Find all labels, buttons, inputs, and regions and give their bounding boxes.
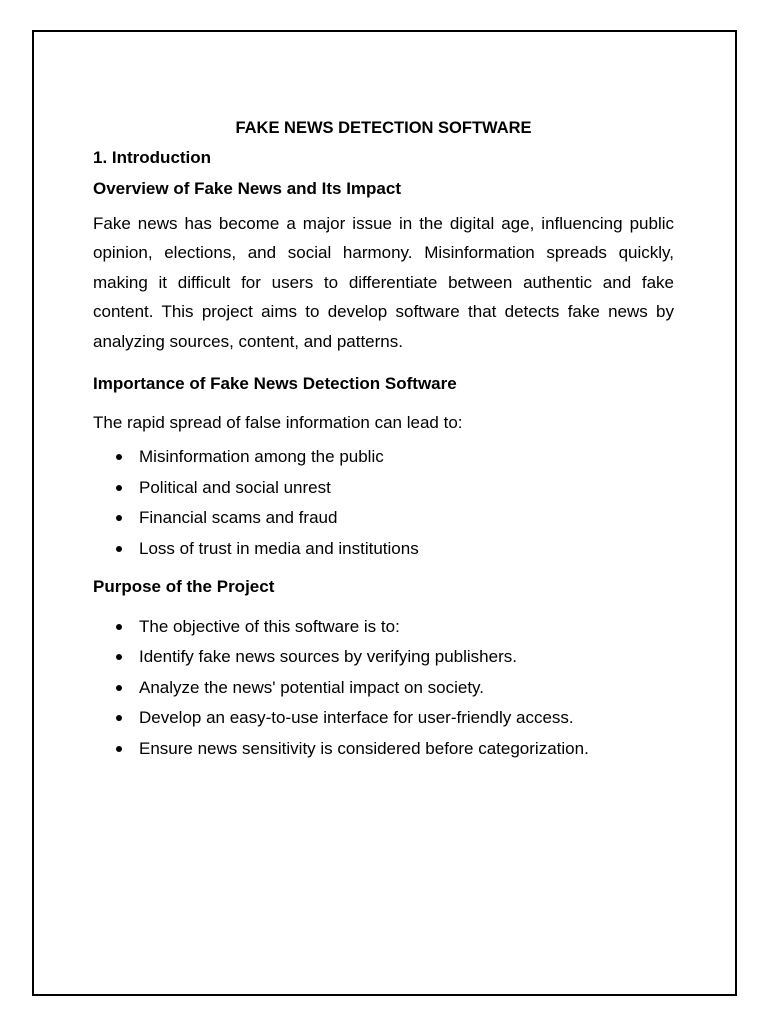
list-item <box>93 539 674 559</box>
bullet-icon <box>116 746 122 752</box>
list-item-text: Political and social unrest <box>139 477 331 497</box>
overview-heading: Overview of Fake News and Its Impact <box>93 179 402 198</box>
list-item-text: Financial scams and fraud <box>139 508 338 528</box>
list-item <box>93 678 674 698</box>
list-item-text: The objective of this software is to: <box>139 616 400 636</box>
list-item-text: Ensure news sensitivity is considered before categorization. <box>139 738 589 758</box>
purpose-heading: Purpose of the Project <box>93 576 275 596</box>
purpose-list <box>93 617 674 759</box>
bullet-icon <box>116 515 122 521</box>
bullet-icon <box>116 485 122 491</box>
document-title: FAKE NEWS DETECTION SOFTWARE <box>235 119 532 137</box>
list-item-text: Develop an easy-to-use interface for user-friendly access. <box>139 708 574 728</box>
list-item-text: Misinformation among the public <box>139 447 384 467</box>
bullet-icon <box>116 454 122 460</box>
importance-list <box>93 447 674 559</box>
list-item <box>93 739 674 759</box>
bullet-icon <box>116 624 122 630</box>
bullet-icon <box>116 654 122 660</box>
list-item-text: Analyze the news' potential impact on society. <box>139 677 485 697</box>
bullet-icon <box>116 715 122 721</box>
list-item-text: Identify fake news sources by verifying publishers. <box>139 647 517 667</box>
list-item <box>93 617 674 637</box>
list-item <box>93 478 674 498</box>
list-item <box>93 708 674 728</box>
section-heading-introduction: 1. Introduction <box>93 148 212 167</box>
overview-paragraph: Fake news has become a major issue in the digital age, influencing public opinion, elections, and social harmony. Misinformation spreads quickly, making it difficult for users to differentiate between authentic and fake content. This project aims to develop software that detects fake news by analyzing sources, content, and patterns. <box>93 214 674 351</box>
list-item <box>93 508 674 528</box>
document-body <box>93 118 674 769</box>
importance-intro: The rapid spread of false information can lead to: <box>93 413 463 433</box>
bullet-icon <box>116 546 122 552</box>
list-item <box>93 647 674 667</box>
bullet-icon <box>116 685 122 691</box>
list-item <box>93 447 674 467</box>
list-item-text: Loss of trust in media and institutions <box>139 538 419 558</box>
importance-heading: Importance of Fake News Detection Software <box>93 374 457 394</box>
